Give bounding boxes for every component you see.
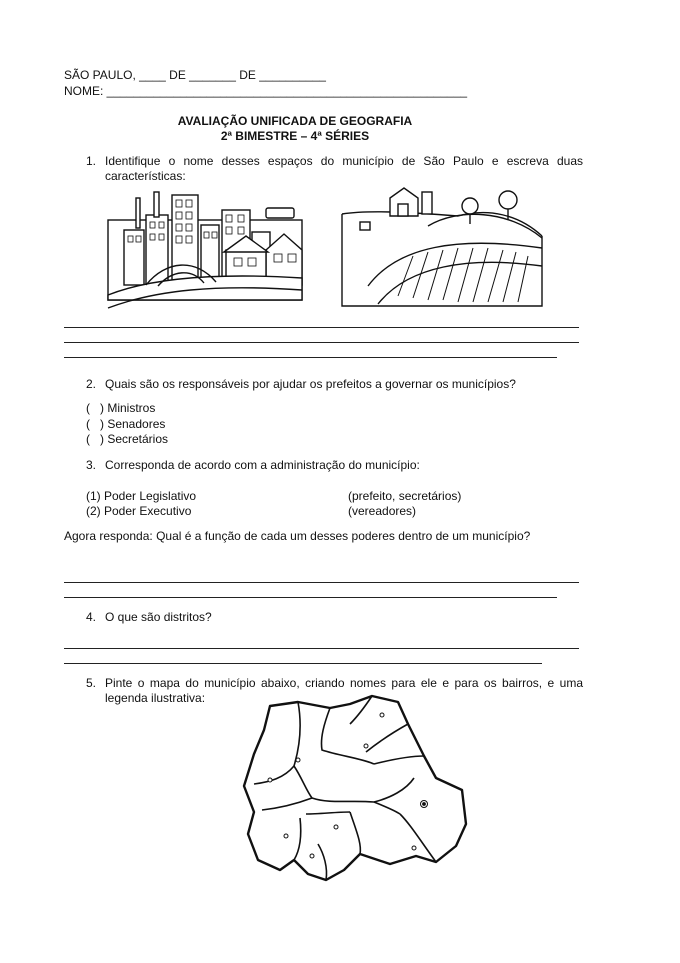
city-illustration bbox=[106, 190, 306, 312]
q3-right-item-1: (prefeito, secretários) bbox=[348, 489, 462, 503]
q4-answer-line-1[interactable] bbox=[64, 648, 579, 649]
q3-number: 3. bbox=[86, 458, 97, 472]
q3-right-item-2: (vereadores) bbox=[348, 504, 417, 518]
page-title: AVALIAÇÃO UNIFICADA DE GEOGRAFIA bbox=[177, 114, 413, 128]
q3-text: Corresponda de acordo com a administração do município: bbox=[105, 458, 420, 472]
q2-option-secretarios[interactable]: ( ) Secretários bbox=[86, 432, 169, 446]
countryside-illustration bbox=[338, 186, 546, 312]
q4-answer-line-2[interactable] bbox=[64, 663, 542, 664]
q2-number: 2. bbox=[86, 377, 97, 391]
q3-followup-text: Agora responda: Qual é a função de cada um desses poderes dentro de um município? bbox=[64, 529, 531, 543]
q4-text: O que são distritos? bbox=[105, 610, 212, 624]
q1-answer-line-3[interactable] bbox=[64, 357, 557, 358]
q3-answer-line-2[interactable] bbox=[64, 597, 557, 598]
q2-text: Quais são os responsáveis por ajudar os prefeitos a governar os municípios? bbox=[105, 377, 516, 391]
q3-left-item-2: (2) Poder Executivo bbox=[86, 504, 192, 518]
q1-answer-line-2[interactable] bbox=[64, 342, 579, 343]
q4-number: 4. bbox=[86, 610, 97, 624]
q1-text: Identifique o nome desses espaços do município de São Paulo e escreva duas características: bbox=[105, 154, 583, 183]
name-line: NOME: ______________________________________________________ bbox=[64, 84, 468, 98]
municipality-map[interactable] bbox=[240, 694, 476, 890]
city-date-line: SÃO PAULO, ____ DE _______ DE __________ bbox=[64, 68, 326, 82]
q5-text: Pinte o mapa do município abaixo, criando nomes para ele e para os bairros, e uma legenda ilustrativa: bbox=[105, 676, 583, 705]
q3-left-item-1: (1) Poder Legislativo bbox=[86, 489, 197, 503]
q1-answer-line-1[interactable] bbox=[64, 327, 579, 328]
q1-number: 1. bbox=[86, 154, 97, 168]
q2-option-senadores[interactable]: ( ) Senadores bbox=[86, 417, 166, 431]
q3-answer-line-1[interactable] bbox=[64, 582, 579, 583]
page-subtitle: 2ª BIMESTRE – 4ª SÉRIES bbox=[220, 129, 370, 143]
q2-option-ministros[interactable]: ( ) Ministros bbox=[86, 401, 156, 415]
q5-number: 5. bbox=[86, 676, 97, 690]
